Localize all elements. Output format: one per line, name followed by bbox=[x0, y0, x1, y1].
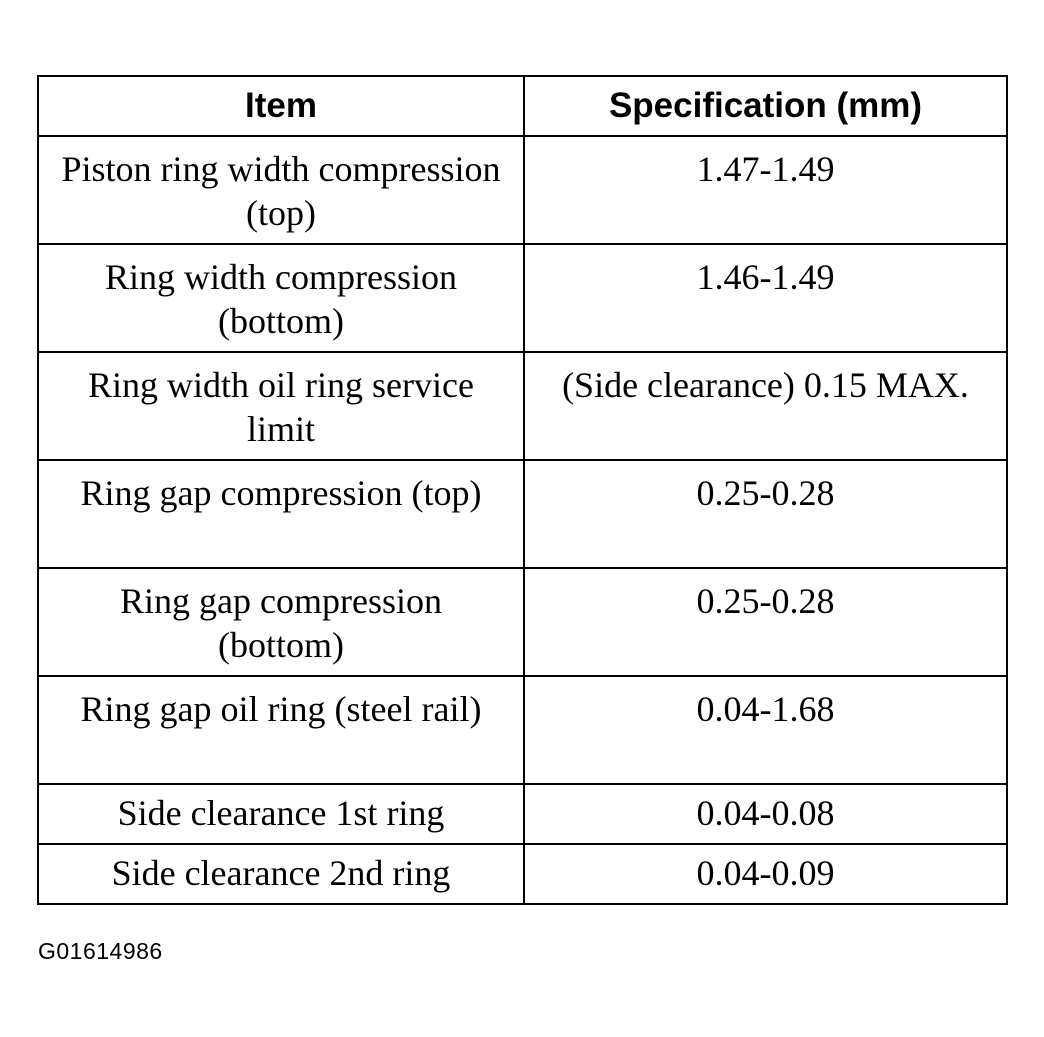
table-row bbox=[38, 568, 1007, 676]
specification-table bbox=[37, 75, 1008, 905]
table-row bbox=[38, 244, 1007, 352]
table-row bbox=[38, 352, 1007, 460]
spec-cell: 0.04-0.09 bbox=[524, 844, 1007, 904]
spec-cell: 0.25-0.28 bbox=[524, 460, 1007, 568]
item-cell: Side clearance 2nd ring bbox=[38, 844, 524, 904]
table-row bbox=[38, 844, 1007, 904]
item-cell: Ring gap oil ring (steel rail) bbox=[38, 676, 524, 784]
table-row bbox=[38, 136, 1007, 244]
figure-id: G01614986 bbox=[38, 938, 163, 964]
spec-cell: 0.04-1.68 bbox=[524, 676, 1007, 784]
item-cell: Ring gap compression (bottom) bbox=[38, 568, 524, 676]
table-row bbox=[38, 460, 1007, 568]
item-cell: Ring width compression (bottom) bbox=[38, 244, 524, 352]
item-cell: Piston ring width compression (top) bbox=[38, 136, 524, 244]
item-cell: Ring gap compression (top) bbox=[38, 460, 524, 568]
table-row bbox=[38, 676, 1007, 784]
item-cell: Side clearance 1st ring bbox=[38, 784, 524, 844]
spec-cell: 0.04-0.08 bbox=[524, 784, 1007, 844]
item-cell: Ring width oil ring service limit bbox=[38, 352, 524, 460]
column-header-item: Item bbox=[38, 76, 524, 136]
header-row bbox=[38, 76, 1007, 136]
spec-cell: 1.47-1.49 bbox=[524, 136, 1007, 244]
spec-cell: 1.46-1.49 bbox=[524, 244, 1007, 352]
table-row bbox=[38, 784, 1007, 844]
spec-cell: 0.25-0.28 bbox=[524, 568, 1007, 676]
column-header-specification: Specification (mm) bbox=[524, 76, 1007, 136]
spec-cell: (Side clearance) 0.15 MAX. bbox=[524, 352, 1007, 460]
